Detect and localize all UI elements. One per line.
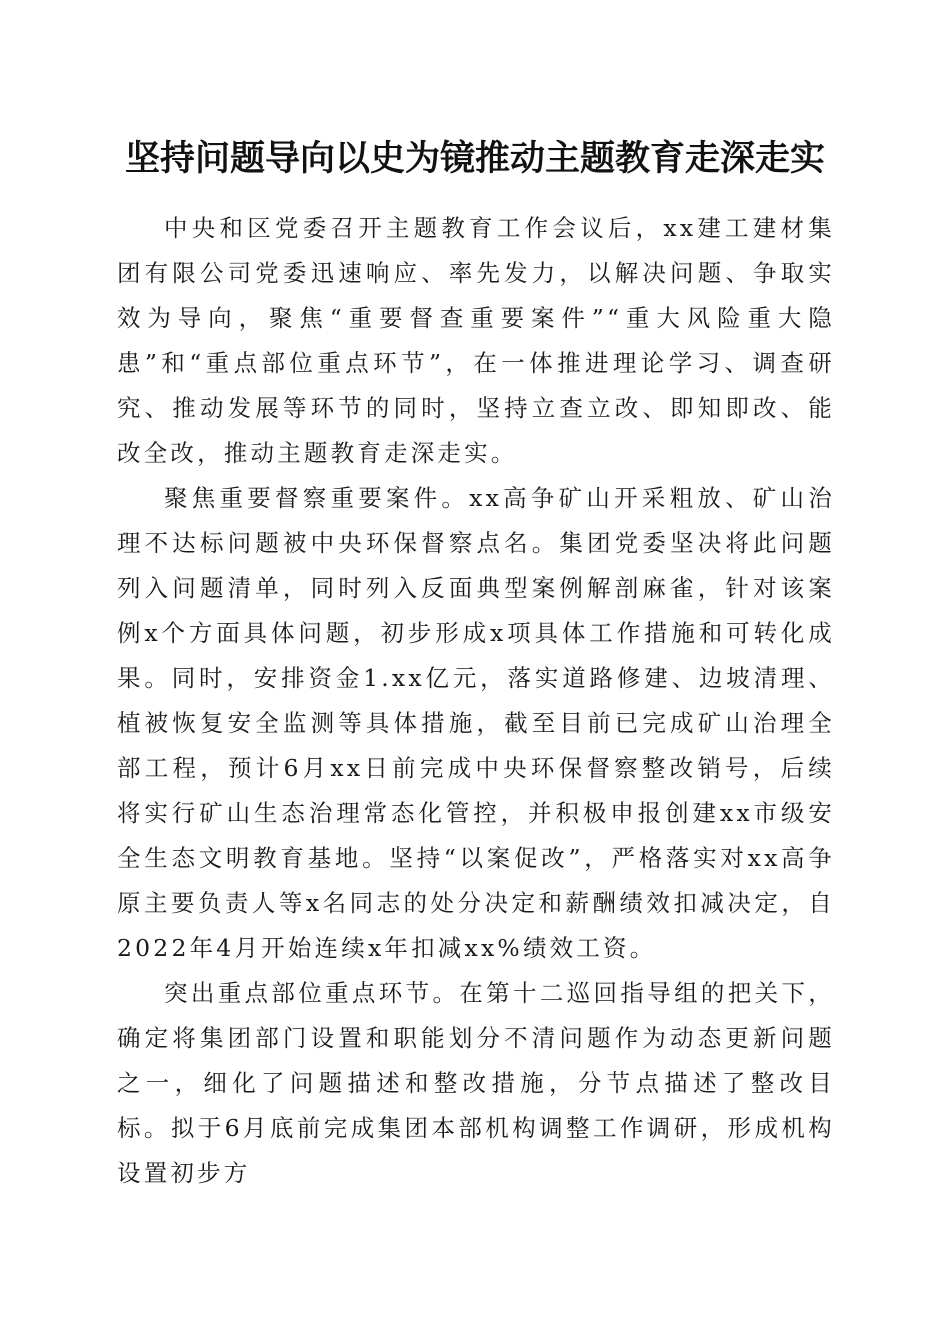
paragraph-intro: 中央和区党委召开主题教育工作会议后，xx建工建材集团有限公司党委迅速响应、率先发力，以解决问题、争取实效为导向，聚焦“重要督查重要案件”“重大风险重大隐患”和“重点部位重点环节”，在一体推进理论学习、调查研究、推动发展等环节的同时，坚持立查立改、即知即改、能改全改，推动主题教育走深走实。 bbox=[117, 214, 835, 467]
paragraph-key-areas: 突出重点部位重点环节。在第十二巡回指导组的把关下，确定将集团部门设置和职能划分不清问题作为动态更新问题之一，细化了问题描述和整改措施，分节点描述了整改目标。拟于6月底前完成集团本部机构调整工作调研，形成机构设置初步方 bbox=[117, 979, 835, 1187]
document-title: 坚持问题导向以史为镜推动主题教育走深走实 bbox=[124, 138, 825, 179]
paragraph-supervision-cases: 聚焦重要督察重要案件。xx高争矿山开采粗放、矿山治理不达标问题被中央环保督察点名。集团党委坚决将此问题列入问题清单，同时列入反面典型案例解剖麻雀，针对该案例x个方面具体问题，初步形成x项具体工作措施和可转化成果。同时，安排资金1.xx亿元，落实道路修建、边坡清理、植被恢复安全监测等具体措施，截至目前已完成矿山治理全部工程，预计6月xx日前完成中央环保督察整改销号，后续将实行矿山生态治理常态化管控，并积极申报创建xx市级安全生态文明教育基地。坚持“以案促改”，严格落实对xx高争原主要负责人等x名同志的处分决定和薪酬绩效扣减决定，自2022年4月开始连续x年扣减xx%绩效工资。 bbox=[117, 484, 835, 962]
document-body bbox=[117, 206, 835, 1196]
